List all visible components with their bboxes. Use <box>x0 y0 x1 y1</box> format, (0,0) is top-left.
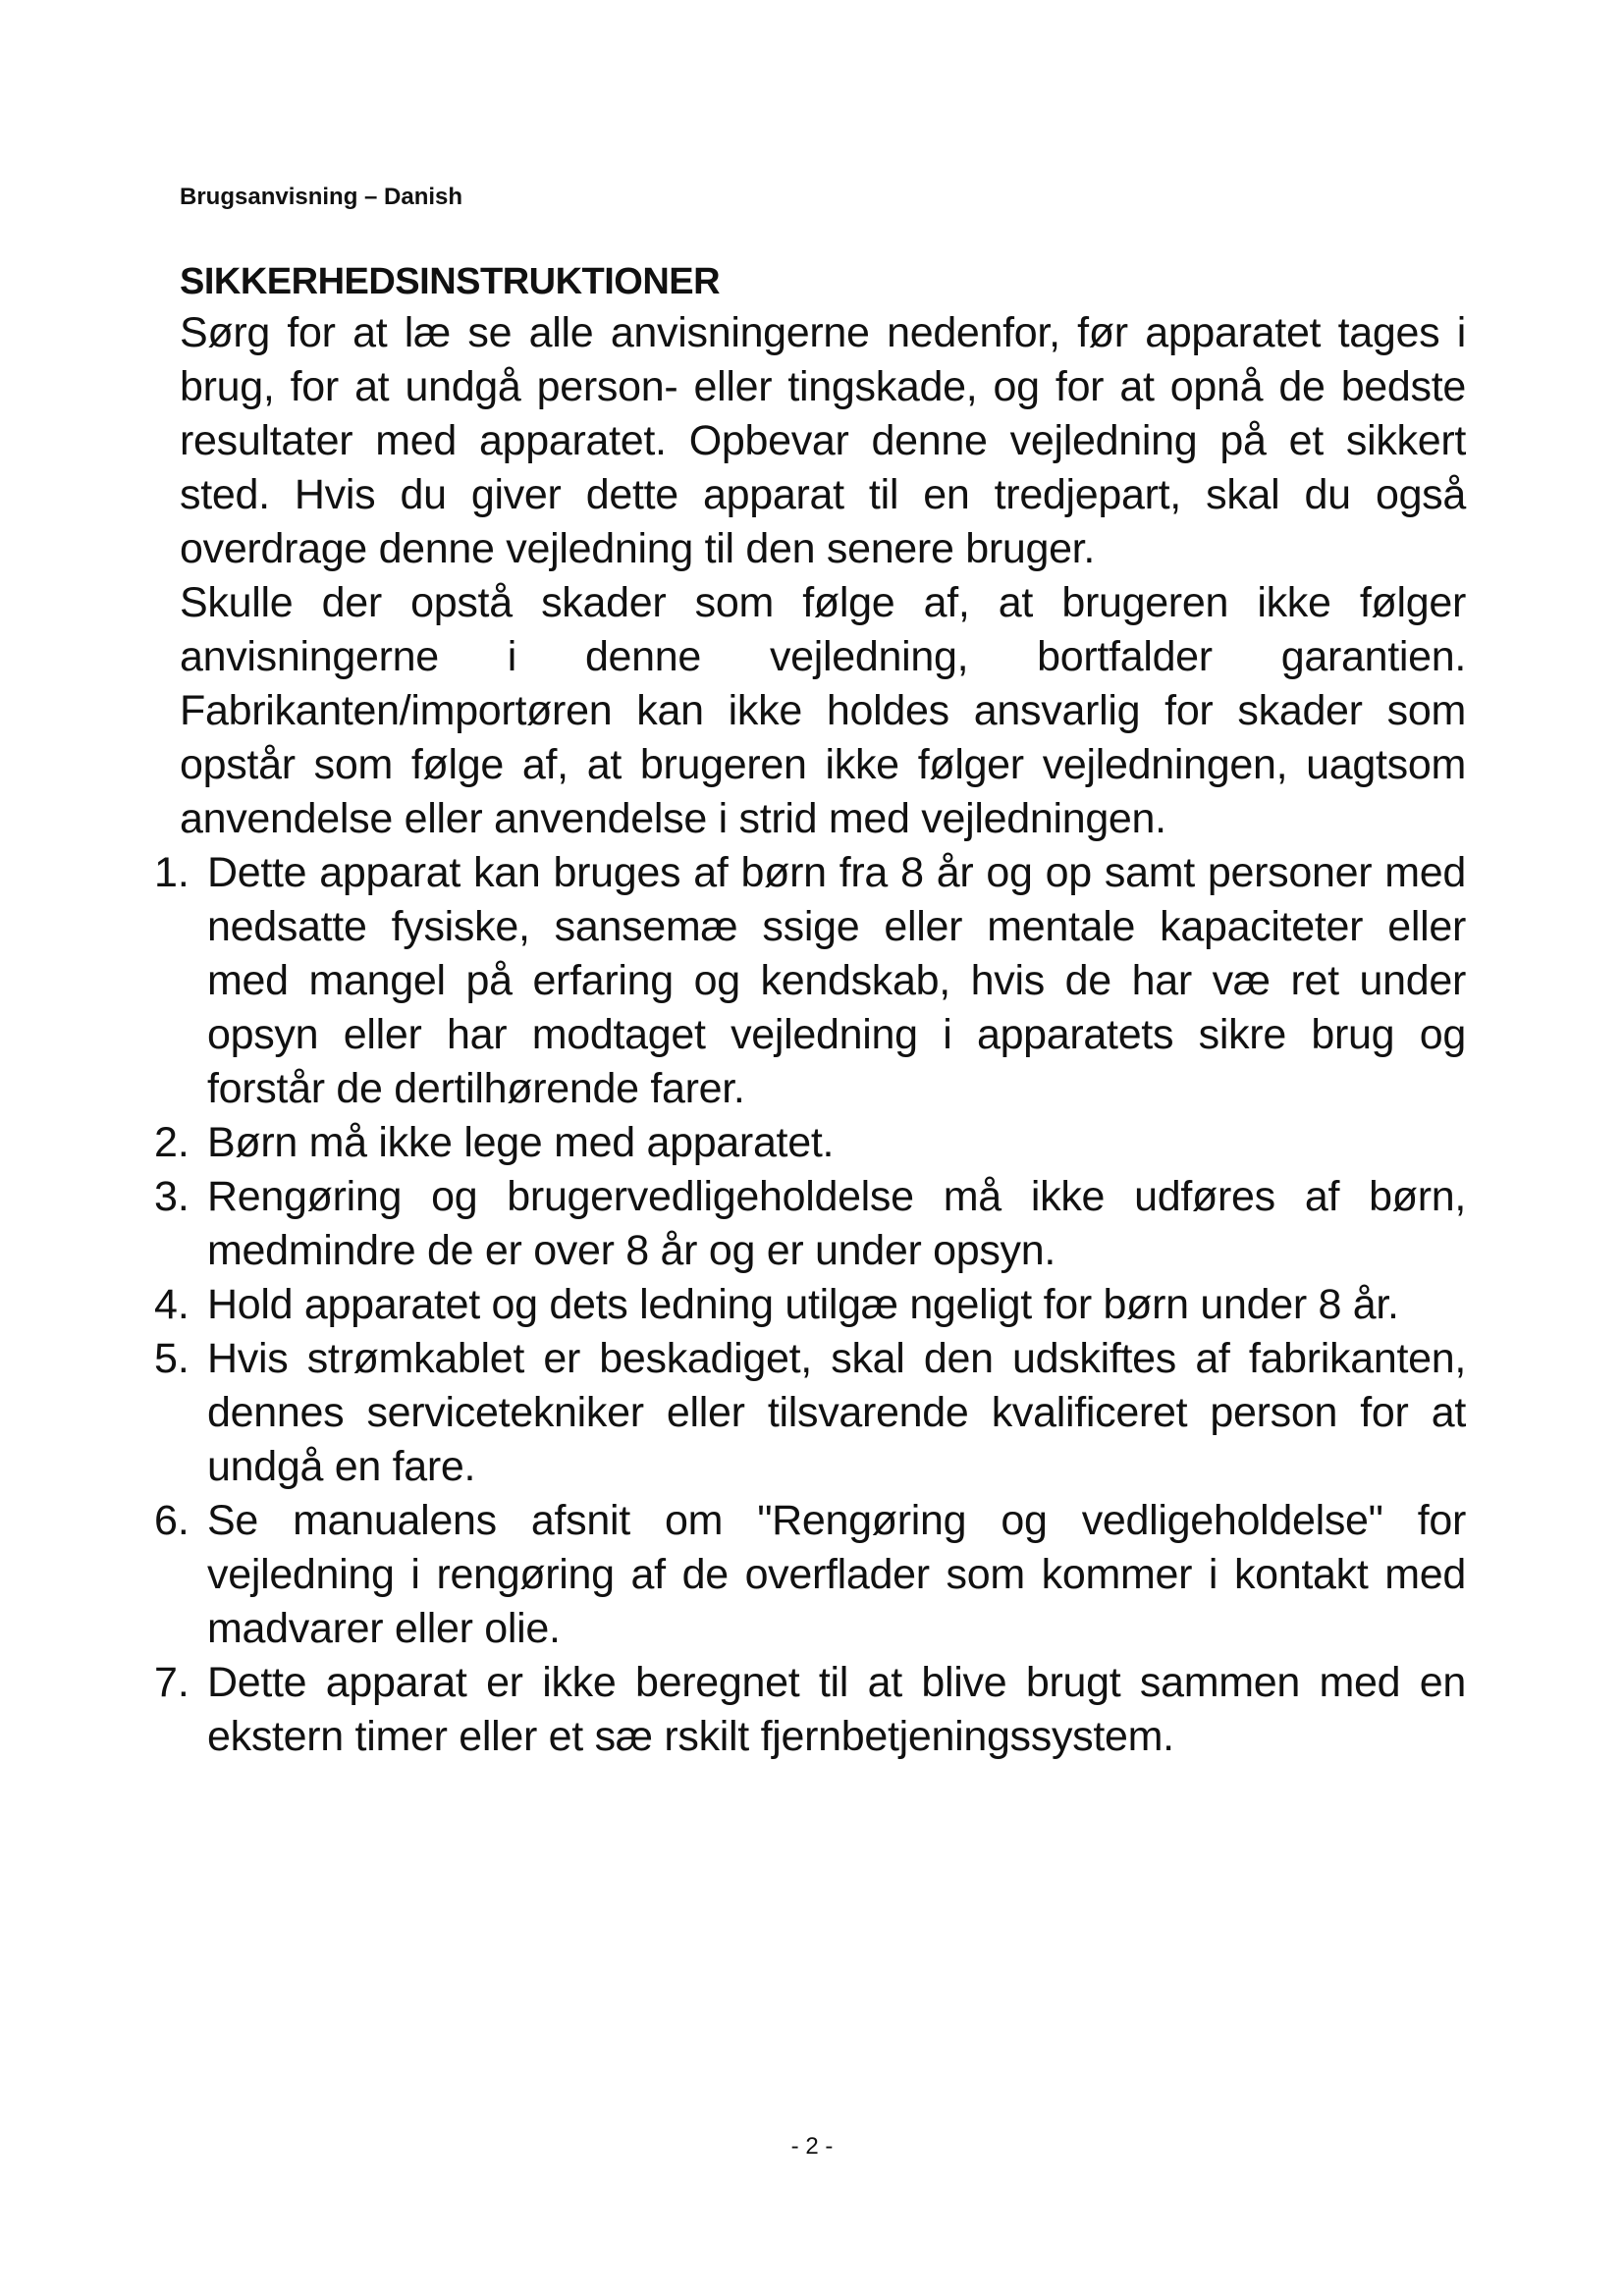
list-item-number: 3. <box>154 1173 189 1220</box>
list-item-text: Rengøring og brugervedligeholdelse må ikke udføres af børn, medmindre de er over 8 år og er under opsyn. <box>207 1173 1466 1274</box>
list-item <box>154 1656 1466 1764</box>
warranty-paragraph: Skulle der opstå skader som følge af, at brugeren ikke følger anvisningerne i denne vejledning, bortfalder garantien. Fabrikanten/importøren kan ikke holdes ansvarlig for skader som opstår som følge af, at brugeren ikke følger vejledningen, uagtsom anvendelse eller anvendelse i strid med vejledningen. <box>180 579 1466 842</box>
section-title: SIKKERHEDSINSTRUKTIONER <box>180 261 721 302</box>
page-number: - 2 - <box>790 2133 834 2160</box>
list-item-text: Se manualens afsnit om "Rengøring og vedligeholdelse" for vejledning i rengøring af de overflader som kommer i kontakt med madvarer eller olie. <box>207 1497 1466 1652</box>
list-item-number: 5. <box>154 1335 189 1382</box>
list-item <box>154 1116 1466 1170</box>
list-item <box>154 1170 1466 1278</box>
list-item <box>154 1332 1466 1494</box>
list-item-number: 7. <box>154 1659 189 1706</box>
safety-instruction-list <box>154 846 1466 1764</box>
intro-paragraph: Sørg for at læ se alle anvisningerne nedenfor, før apparatet tages i brug, for at undgå person- eller tingskade, og for at opnå de bedste resultater med apparatet. Opbevar denne vejledning på et sikkert sted. Hvis du giver dette apparat til en tredjepart, skal du også overdrage denne vejledning til den senere bruger. <box>180 309 1466 572</box>
list-item <box>154 1494 1466 1656</box>
list-item-text: Hvis strømkablet er beskadiget, skal den udskiftes af fabrikanten, dennes servicetekniker eller tilsvarende kvalificeret person for at undgå en fare. <box>207 1335 1466 1490</box>
document-header-label: Brugsanvisning – Danish <box>180 184 463 210</box>
list-item-text: Børn må ikke lege med apparatet. <box>207 1119 835 1166</box>
list-item-number: 6. <box>154 1497 189 1544</box>
safety-section <box>154 257 1466 1764</box>
list-item-number: 2. <box>154 1119 189 1166</box>
list-item-text: Dette apparat kan bruges af børn fra 8 år og op samt personer med nedsatte fysiske, sansemæ ssige eller mentale kapaciteter eller med mangel på erfaring og kendskab, hvis de har væ ret under opsyn eller har modtaget vejledning i apparatets sikre brug og forstår de dertilhørende farer. <box>207 849 1466 1112</box>
list-item <box>154 846 1466 1116</box>
list-item <box>154 1278 1466 1332</box>
list-item-text: Dette apparat er ikke beregnet til at blive brugt sammen med en ekstern timer eller et sæ rskilt fjernbetjeningssystem. <box>207 1659 1466 1760</box>
list-item-number: 1. <box>154 849 189 896</box>
list-item-text: Hold apparatet og dets ledning utilgæ ngeligt for børn under 8 år. <box>207 1281 1399 1328</box>
list-item-number: 4. <box>154 1281 189 1328</box>
